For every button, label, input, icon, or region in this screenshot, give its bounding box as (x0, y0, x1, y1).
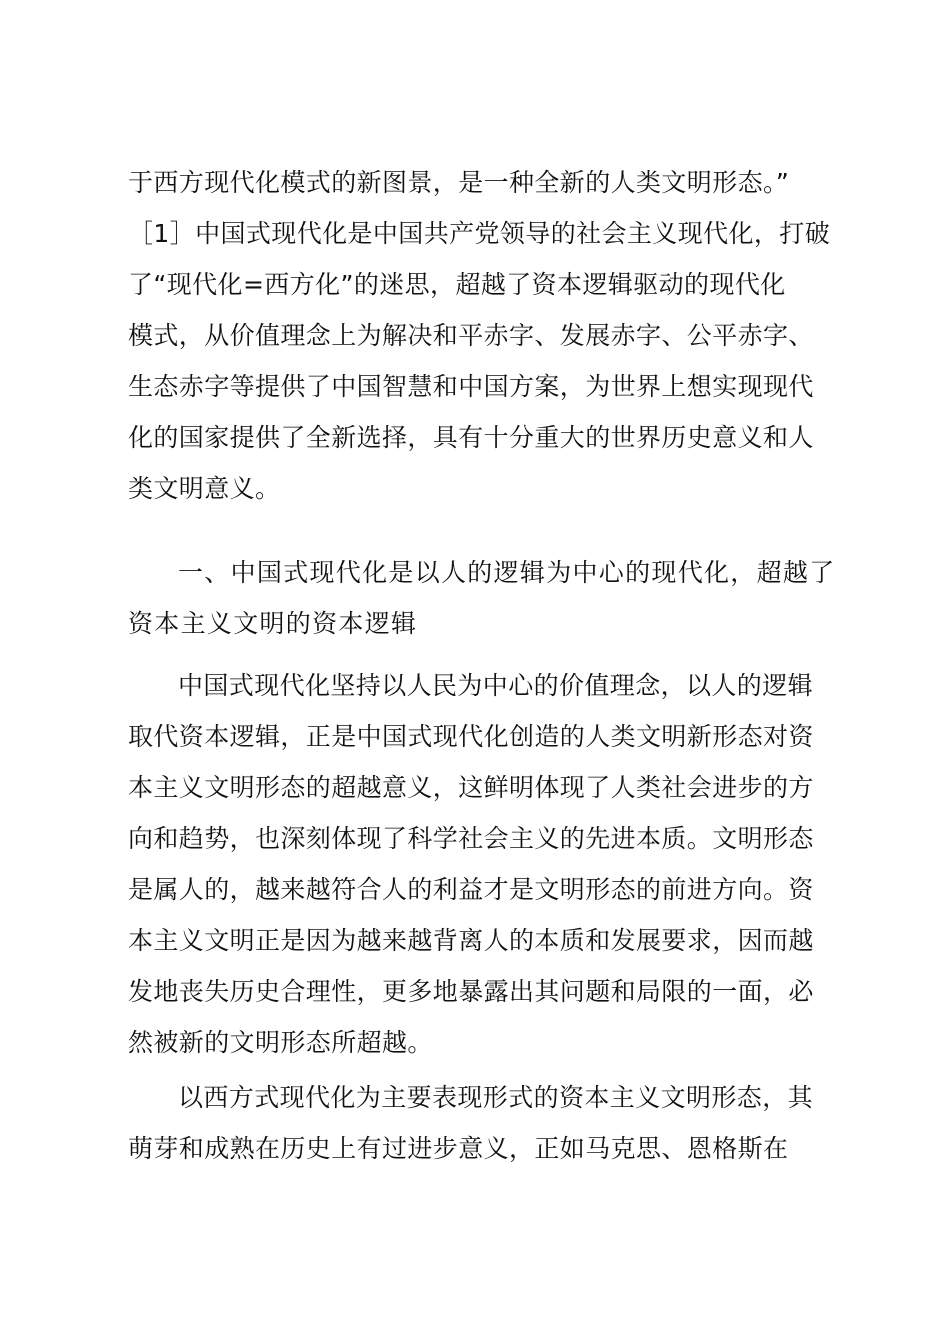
text-line: 类文明意义。 (128, 474, 281, 503)
body-paragraph (128, 660, 848, 1068)
text-line: 然被新的文明形态所超越。 (128, 1028, 433, 1057)
heading-line: 资本主义文明的资本逻辑 (128, 609, 418, 638)
text-line: 取代资本逻辑，正是中国式现代化创造的人类文明新形态对资 (128, 722, 814, 751)
text-line: 向和趋势，也深刻体现了科学社会主义的先进本质。文明形态 (128, 824, 814, 853)
text-line: 于西方现代化模式的新图景，是一种全新的人类文明形态。” (128, 168, 790, 197)
paragraph-continuation (128, 157, 848, 514)
section-heading (128, 547, 848, 649)
text-line: 是属人的，越来越符合人的利益才是文明形态的前进方向。资 (128, 875, 814, 904)
text-line: 生态赤字等提供了中国智慧和中国方案，为世界上想实现现代 (128, 372, 814, 401)
text-line: 发地丧失历史合理性，更多地暴露出其问题和局限的一面，必 (128, 977, 814, 1006)
text-line: 中国式现代化坚持以人民为中心的价值理念，以人的逻辑 (178, 671, 814, 700)
text-line: 化的国家提供了全新选择，具有十分重大的世界历史意义和人 (128, 423, 814, 452)
text-line: 模式，从价值理念上为解决和平赤字、发展赤字、公平赤字、 (128, 321, 814, 350)
text-line: 萌芽和成熟在历史上有过进步意义，正如马克思、恩格斯在 (128, 1134, 789, 1163)
text-line: 本主义文明形态的超越意义，这鲜明体现了人类社会进步的方 (128, 773, 814, 802)
body-paragraph (128, 1072, 848, 1174)
text-line: 以西方式现代化为主要表现形式的资本主义文明形态，其 (178, 1083, 814, 1112)
text-line: 本主义文明正是因为越来越背离人的本质和发展要求，因而越 (128, 926, 814, 955)
text-line: ［1］中国式现代化是中国共产党领导的社会主义现代化，打破 (128, 219, 831, 248)
heading-line: 一、中国式现代化是以人的逻辑为中心的现代化，超越了 (178, 558, 836, 587)
text-line: 了“现代化=西方化”的迷思，超越了资本逻辑驱动的现代化 (128, 270, 786, 299)
